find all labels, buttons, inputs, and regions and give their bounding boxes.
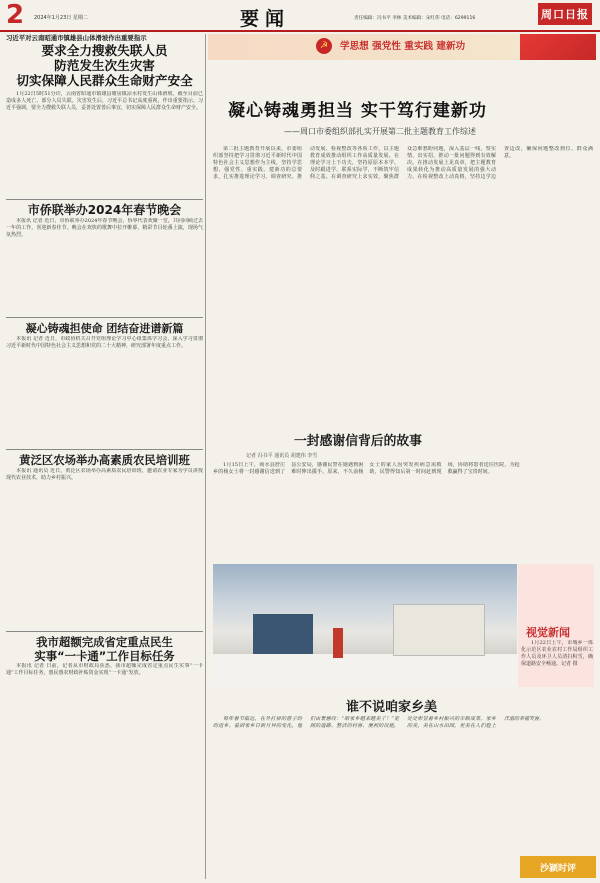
truck-shape: [253, 614, 313, 654]
commentary-tag: 沙颍时评: [520, 856, 596, 878]
headline-4: 黄泛区农场举办高素质农民培训班: [19, 453, 190, 467]
headline-5-line-2: 实事“一卡通”工作目标任务: [34, 649, 175, 663]
page-number: 2: [6, 0, 25, 30]
article-5-body: 本报讯 记者 日前，记者从市财政局获悉，我市超额完成省定重点民生实事“一卡通”工作目标任务，惠民惠农财政补贴资金实现“一卡通”发放。: [6, 663, 203, 677]
section-title: 要闻: [240, 8, 291, 30]
lead-article-body: [213, 146, 593, 421]
headline-1-line-1: 要求全力搜救失联人员: [41, 43, 168, 58]
bottom-article: [213, 716, 593, 876]
headline-2: 市侨联举办2024年春节晚会: [27, 203, 182, 217]
masthead: [0, 0, 600, 32]
newspaper-logo: 周口日报: [538, 3, 592, 25]
article-3-body: 本报讯 记者 近日，市政协机关召开党组理论学习中心组集体学习会，深入学习贯彻习近平新时代中国特色社会主义思想和党的二十大精神，研究部署年度重点工作。: [6, 336, 203, 350]
lead-subtitle: ——周口市委组织部扎实开展第二批主题教育工作综述: [284, 127, 476, 136]
mid-title: 一封感谢信背后的故事: [294, 434, 422, 449]
headline-1-line-2: 防范发生次生灾害: [54, 58, 155, 73]
mid-byline: 记者 冯书平 通讯员 胡建伟 李雪: [246, 453, 318, 459]
divider: [6, 449, 203, 450]
lead-title: 凝心铸魂勇担当 实干笃行建新功: [228, 101, 487, 121]
party-emblem-icon: ☭: [316, 38, 332, 54]
theme-slogan: 学思想 强党性 重实践 建新功: [340, 41, 466, 52]
staff-line: 责任编辑：冯书平 李林 美术编辑：宋红伟 电话：6299116: [354, 16, 476, 21]
headline-3: 凝心铸魂担使命 团结奋进谱新篇: [25, 322, 184, 335]
headline-5-line-1: 我市超额完成省定重点民生: [36, 635, 173, 649]
person-shape: [333, 628, 343, 658]
red-flag-icon: [520, 34, 596, 60]
mid-article: [213, 462, 598, 560]
article-1-body: 1月22日5时51分许，云南省昭通市镇雄县塘房镇凉水村发生山体滑坡，截至目前已造成多人死亡、部分人员失联。灾害发生后，习近平总书记高度重视，作出重要指示。习近平强调，要全力搜救失联人员，妥善处置善后事宜，切实保障人民群众生命财产安全。: [6, 91, 203, 112]
article-2-body: 本报讯 记者 近日，市侨联举办2024年春节晚会，侨界代表欢聚一堂，共同回顾过去一年的工作，喜迎新春佳节。晚会在欢快的歌舞中拉开帷幕，精彩节目轮番上演，现场气氛热烈。: [6, 218, 203, 239]
column-divider: [205, 34, 206, 879]
article-4-body: 本报讯 通讯员 近日，黄泛区农场举办高素质农民培训班，邀请农业专家为学员讲授现代农业技术，助力乡村振兴。: [6, 468, 203, 482]
bottom-body-text: 每年春节临近，在外打拼的游子纷纷返乡。看到家乡日新月异的变化，他们由衷感叹：“咱家乡越来越美了！”宽阔的道路、整洁的村容、便利的设施，处处彰显着乡村振兴的丰硕成果。家乡的美，美在山水田园，更美在人们脸上洋溢的幸福笑容。: [213, 716, 545, 730]
vision-caption: 1月22日上午，市城乡一体化示范区农业农村工作局组织工作人员及环卫人员清扫积雪，确保道路安全畅通。记者 摄: [521, 640, 593, 668]
left-column: [6, 34, 203, 781]
divider: [6, 317, 203, 318]
vision-news-title: 视觉新闻: [526, 626, 570, 639]
lead-body-text: 第二批主题教育开展以来，市委组织部坚持把学习贯彻习近平新时代中国特色社会主义思想作为主线，坚持学思想、强党性、重实践、建新功的总要求，扎实推进理论学习、调查研究、推动发展、检视整改等各项工作，以主题教育成效推动组织工作高质量发展。在理论学习上下功夫，坚持原原本本学、及时跟进学、联系实际学，不断筑牢信仰之基。在调查研究上求实效，聚焦群众急难愁盼问题，深入基层一线，察实情、出实招，推动一批问题得到有效解决。在推动发展上见真章，把主题教育成果转化为推动高质量发展的强大动力。在检视整改上动真格，坚持边学边查边改，确保问题整改到位、群众满意。: [213, 146, 593, 181]
divider: [6, 631, 203, 632]
news-photo: [213, 564, 517, 687]
vision-caption-box: [521, 640, 593, 684]
snow-ground: [213, 654, 517, 687]
divider: [6, 199, 203, 200]
truck-shape: [393, 604, 485, 656]
headline-1-line-3: 切实保障人民群众生命财产安全: [16, 73, 193, 88]
bottom-title: 谁不说咱家乡美: [346, 700, 438, 715]
issue-date: 2024年1月23日 星期二: [34, 15, 88, 21]
kicker: 习近平对云南昭通市镇雄县山体滑坡作出重要指示: [6, 34, 147, 42]
mid-body-text: 1月15日上午，商水县舒庄乡的杨女士将一封感谢信送到了县公安局，感谢民警在她遇到困难时伸出援手。原来，不久前杨女士的家人因突发疾病急需救助，民警得知后第一时间赶到现场，协助将患者送往医院，为抢救赢得了宝贵时间。: [213, 462, 520, 476]
